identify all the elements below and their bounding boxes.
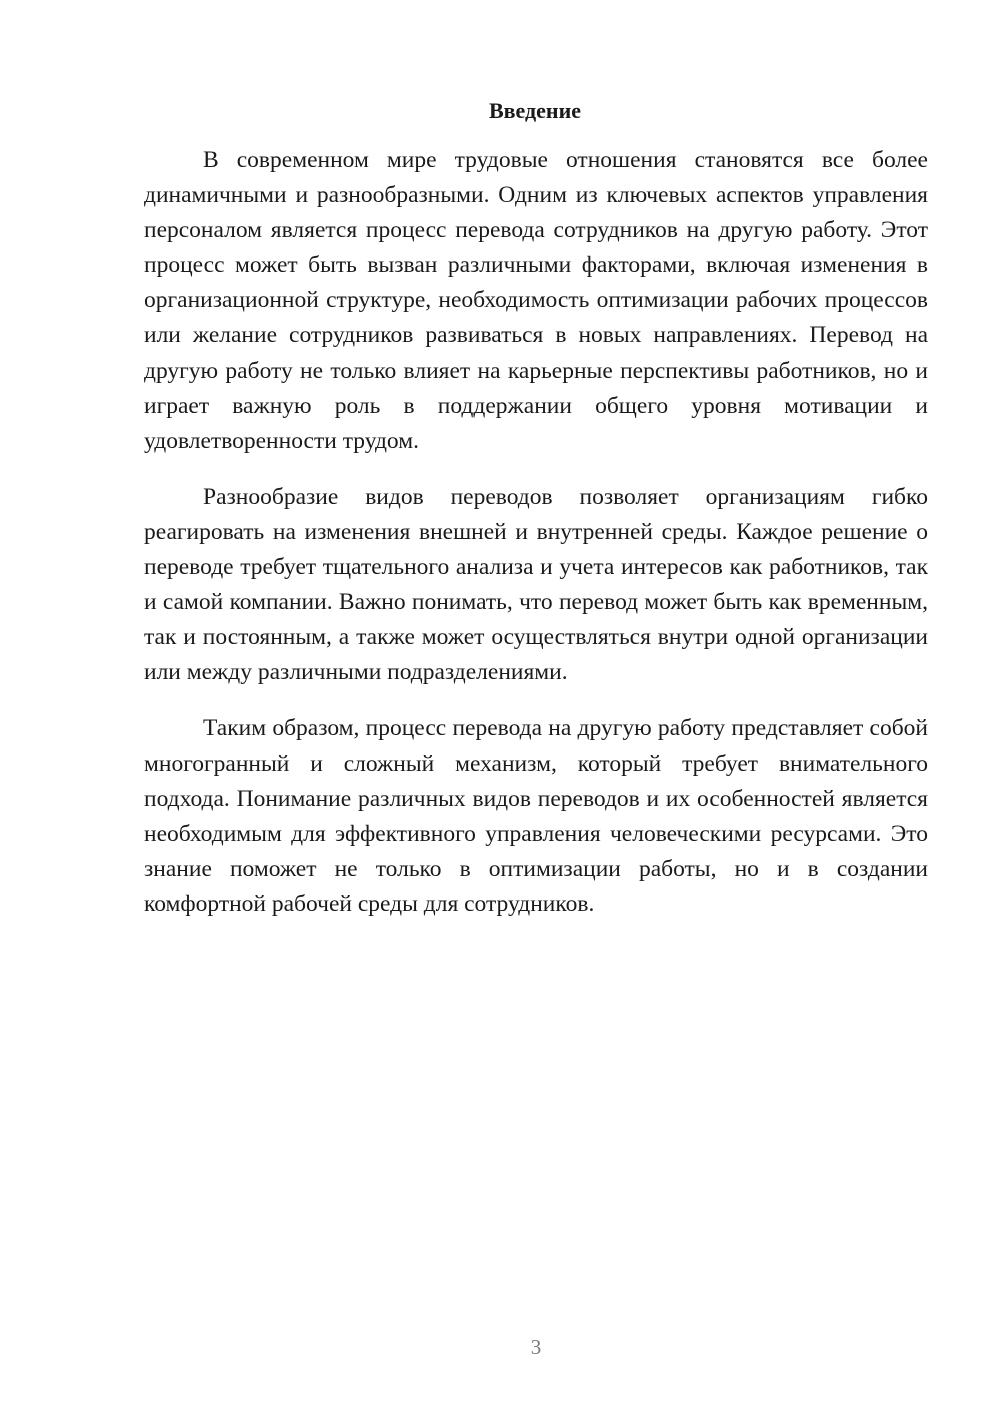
page-number: 3	[530, 1335, 542, 1359]
paragraph: Таким образом, процесс перевода на другую работу представляет собой многогранный и сложный механизм, который требует внимательного подхода. Понимание различных видов переводов и их особенностей является необходимым для эффективного управления человеческими ресурсами. Это знание поможет не только в оптимизации работы, но и в создании комфортной рабочей среды для сотрудников.	[144, 715, 928, 917]
paragraph: Разнообразие видов переводов позволяет организациям гибко реагировать на изменения внешней и внутренней среды. Каждое решение о переводе требует тщательного анализа и учета интересов как работников, так и самой компании. Важно понимать, что перевод может быть как временным, так и постоянным, а также может осуществляться внутри одной организации или между различными подразделениями.	[144, 483, 928, 686]
body-text	[144, 143, 928, 943]
paragraph: В современном мире трудовые отношения становятся все более динамичными и разнообразными. Одним из ключевых аспектов управления персоналом является процесс перевода сотрудников на другую работу. Этот процесс может быть вызван различными факторами, включая изменения в организационной структуре, необходимость оптимизации рабочих процессов или желание сотрудников развиваться в новых направлениях. Перевод на другую работу не только влияет на карьерные перспективы работников, но и играет важную роль в поддержании общего уровня мотивации и удовлетворенности трудом.	[144, 147, 928, 454]
section-heading: Введение	[488, 98, 582, 123]
